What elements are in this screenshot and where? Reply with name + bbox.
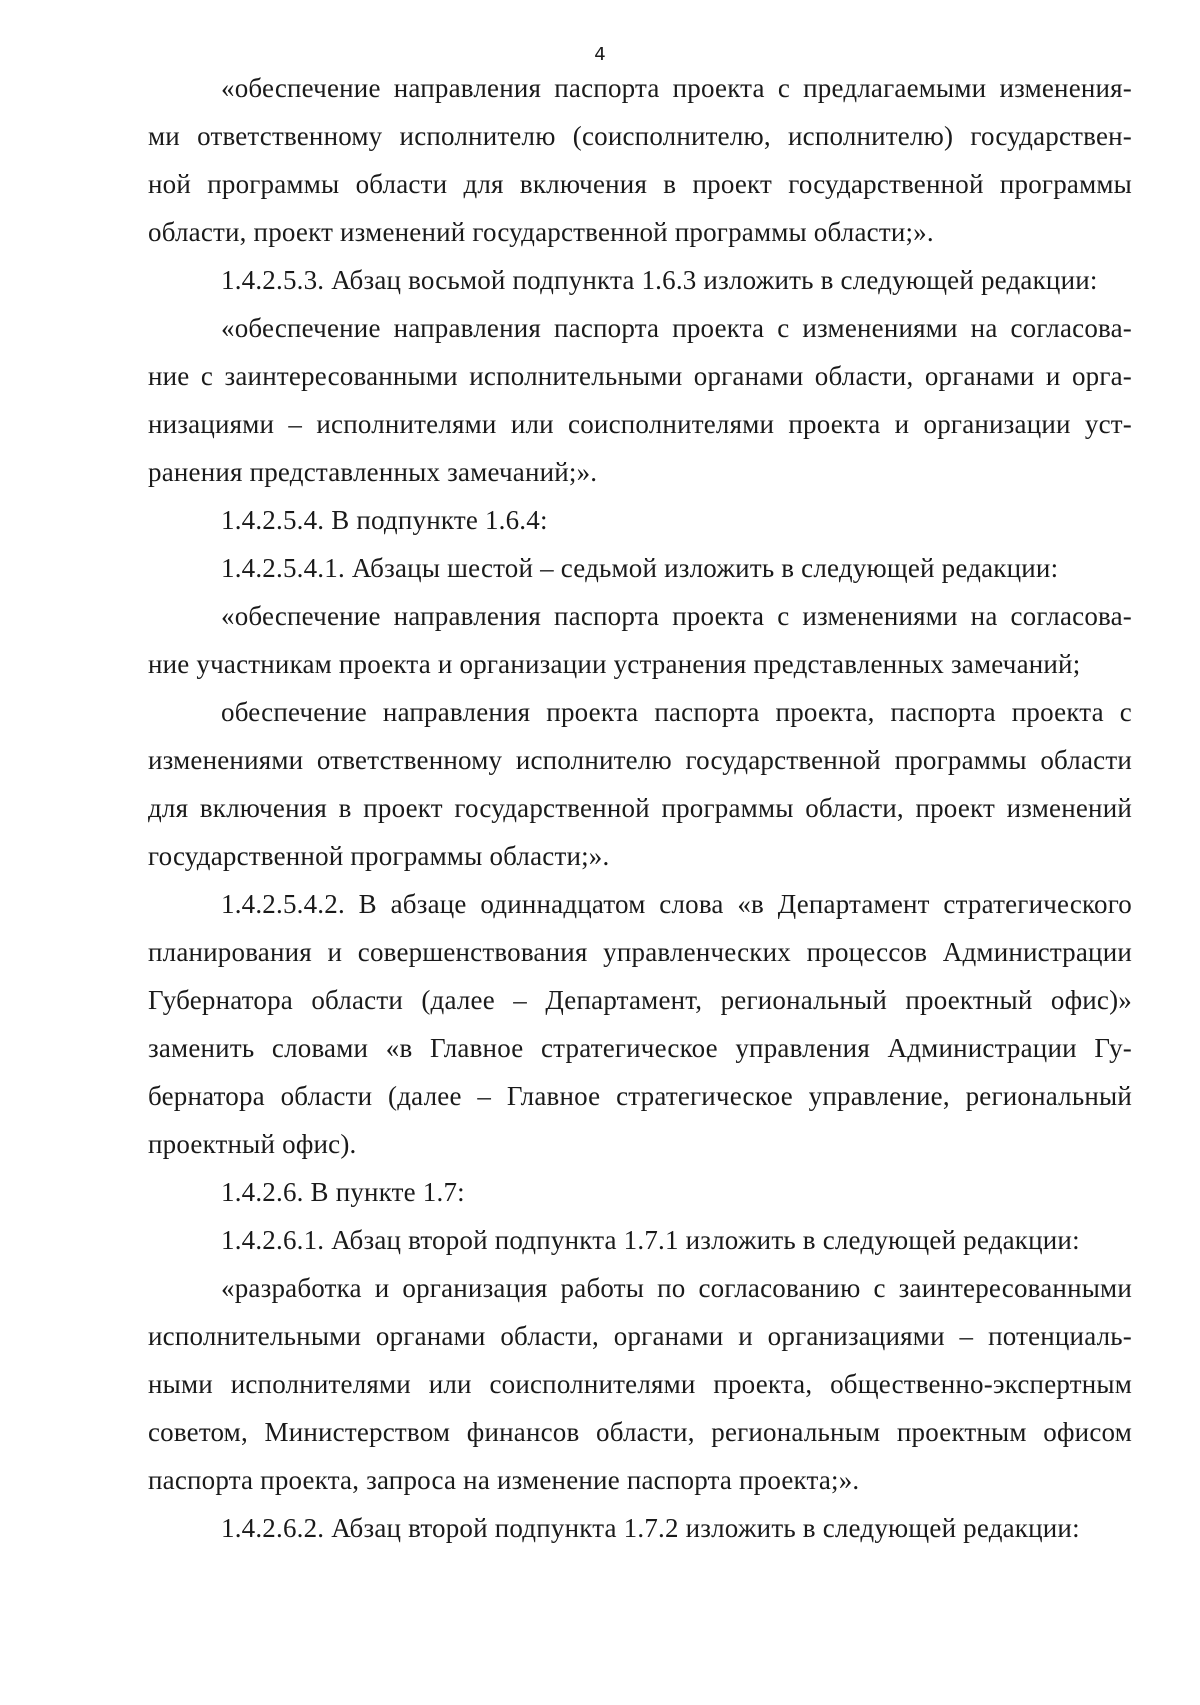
- paragraph-line: ранения представленных замечаний;».: [148, 457, 598, 487]
- paragraph-line: ми ответственному исполнителю (соисполнителю, исполнителю) государствен-: [148, 121, 1132, 151]
- paragraph-line: «обеспечение направления паспорта проекта с изменениями на согласова-: [221, 313, 1132, 343]
- paragraph-line: 1.4.2.6.1. Абзац второй подпункта 1.7.1 изложить в следующей редакции:: [221, 1225, 1080, 1255]
- paragraph-line: «обеспечение направления паспорта проекта с изменениями на согласова-: [221, 601, 1132, 631]
- paragraph: [148, 256, 1132, 304]
- paragraph-line: «разработка и организация работы по согласованию с заинтересованными: [221, 1273, 1132, 1303]
- paragraph-line: 1.4.2.6. В пункте 1.7:: [221, 1177, 465, 1207]
- paragraph: [148, 496, 1132, 544]
- paragraph: [148, 304, 1132, 496]
- paragraph: [148, 64, 1132, 256]
- paragraph-line: обеспечение направления проекта паспорта проекта, паспорта проекта с: [221, 697, 1132, 727]
- paragraph-line: планирования и совершенствования управленческих процессов Администрации: [148, 937, 1132, 967]
- paragraph-line: области, проект изменений государственной программы области;».: [148, 217, 934, 247]
- paragraph-line: Губернатора области (далее – Департамент, региональный проектный офис)»: [148, 985, 1132, 1015]
- paragraph: [148, 592, 1132, 688]
- document-body: [148, 64, 1132, 1552]
- paragraph: [148, 688, 1132, 880]
- paragraph: [148, 1504, 1132, 1552]
- paragraph-line: проектный офис).: [148, 1129, 357, 1159]
- paragraph-line: 1.4.2.5.4. В подпункте 1.6.4:: [221, 505, 548, 535]
- paragraph-line: паспорта проекта, запроса на изменение паспорта проекта;».: [148, 1465, 860, 1495]
- page-number: 4: [594, 44, 606, 65]
- paragraph-line: для включения в проект государственной программы области, проект изменений: [148, 793, 1132, 823]
- paragraph-line: заменить словами «в Главное стратегическое управления Администрации Гу-: [148, 1033, 1132, 1063]
- paragraph-line: ными исполнителями или соисполнителями проекта, общественно-экспертным: [148, 1369, 1132, 1399]
- paragraph-line: советом, Министерством финансов области, региональным проектным офисом: [148, 1417, 1132, 1447]
- paragraph-line: низациями – исполнителями или соисполнителями проекта и организации уст-: [148, 409, 1132, 439]
- paragraph-line: ной программы области для включения в проект государственной программы: [148, 169, 1132, 199]
- paragraph-line: «обеспечение направления паспорта проекта с предлагаемыми изменения-: [221, 73, 1132, 103]
- paragraph-line: изменениями ответственному исполнителю государственной программы области: [148, 745, 1132, 775]
- paragraph-line: 1.4.2.5.4.1. Абзацы шестой – седьмой изложить в следующей редакции:: [221, 553, 1059, 583]
- paragraph: [148, 1216, 1132, 1264]
- paragraph-line: 1.4.2.5.3. Абзац восьмой подпункта 1.6.3 изложить в следующей редакции:: [221, 265, 1098, 295]
- paragraph-line: 1.4.2.6.2. Абзац второй подпункта 1.7.2 изложить в следующей редакции:: [221, 1513, 1080, 1543]
- paragraph-line: государственной программы области;».: [148, 841, 610, 871]
- paragraph: [148, 1168, 1132, 1216]
- paragraph: [148, 880, 1132, 1168]
- paragraph-line: 1.4.2.5.4.2. В абзаце одиннадцатом слова «в Департамент стратегического: [221, 889, 1132, 919]
- paragraph-line: ние с заинтересованными исполнительными органами области, органами и орга-: [148, 361, 1132, 391]
- paragraph-line: исполнительными органами области, органами и организациями – потенциаль-: [148, 1321, 1132, 1351]
- paragraph: [148, 544, 1132, 592]
- paragraph-line: ние участникам проекта и организации устранения представленных замечаний;: [148, 649, 1081, 679]
- paragraph: [148, 1264, 1132, 1504]
- paragraph-line: бернатора области (далее – Главное стратегическое управление, региональный: [148, 1081, 1132, 1111]
